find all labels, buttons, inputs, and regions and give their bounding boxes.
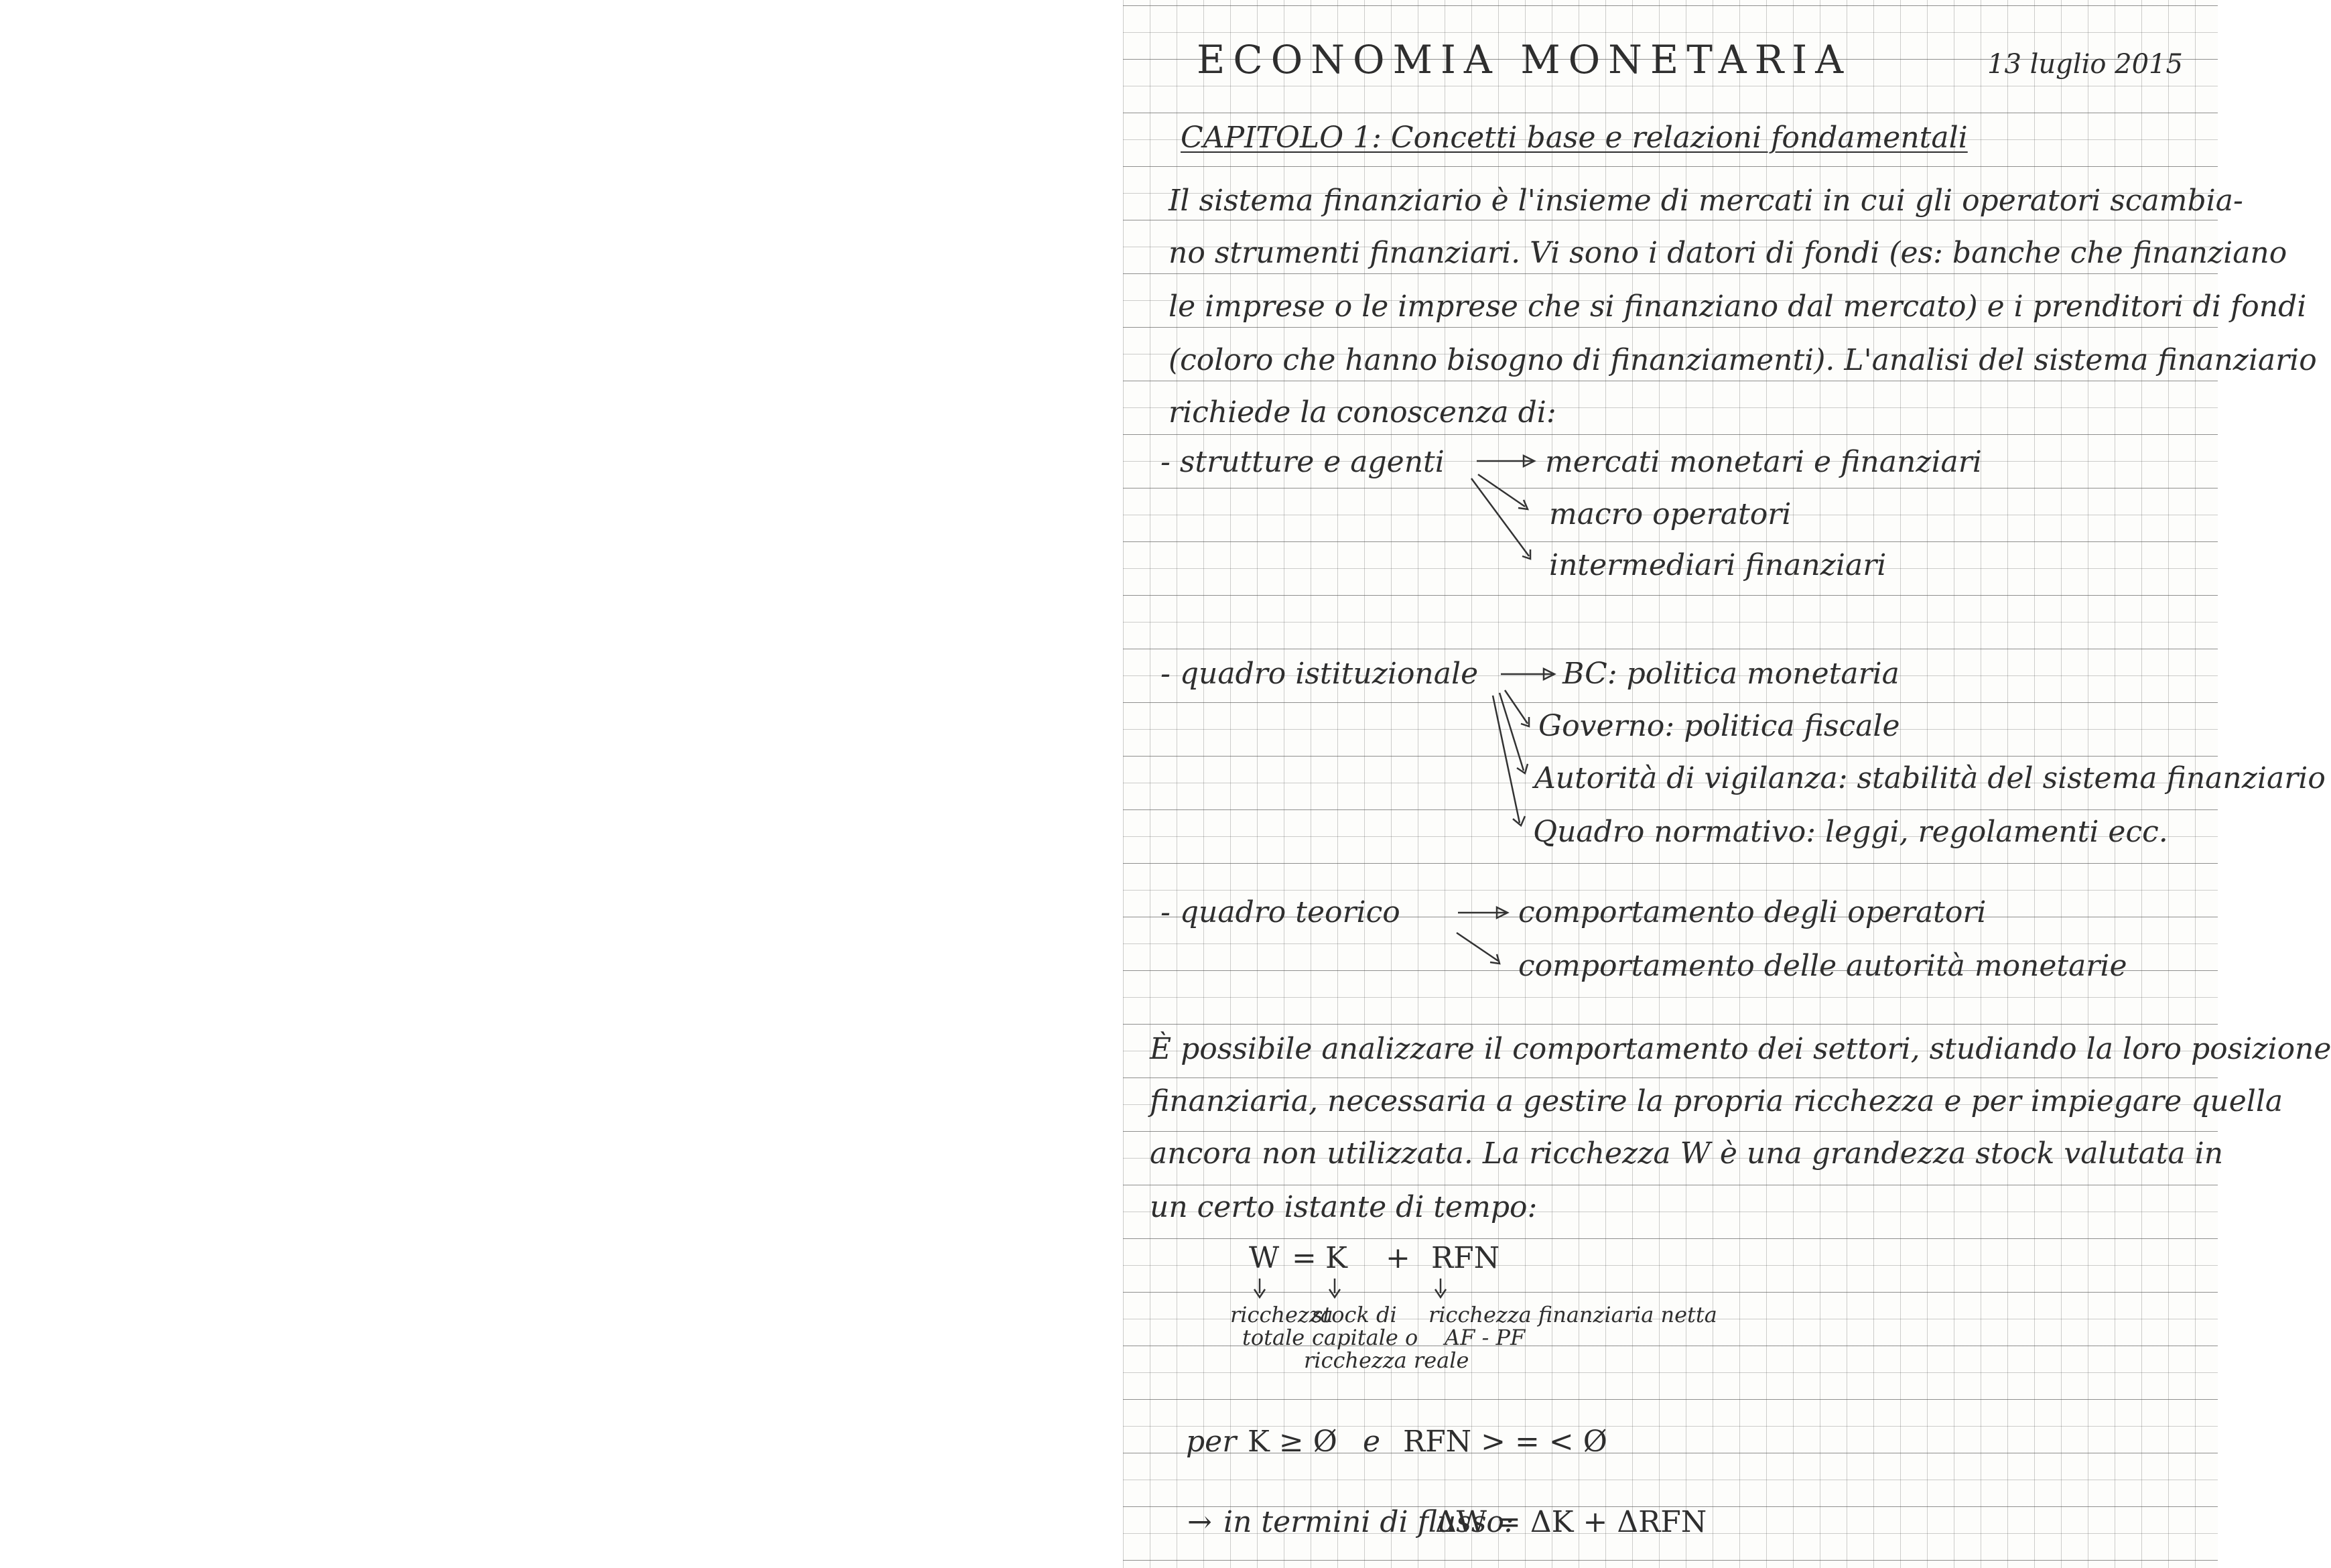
list3-head: - quadro teorico (1160, 895, 1400, 929)
para2-line3: ancora non utilizzata. La ricchezza W è una grandezza stock valutata in (1150, 1136, 2224, 1171)
para2-line1: È possibile analizzare il comportamento dei settori, studiando la loro posizione (1150, 1032, 2331, 1066)
list1-head: - strutture e agenti (1160, 445, 1445, 479)
para1-line4: (coloro che hanno bisogno di finanziamenti). L'analisi del sistema finanziario (1169, 343, 2317, 377)
list2-item: Governo: politica fiscale (1538, 709, 1900, 743)
condition-e: e (1363, 1425, 1381, 1459)
label-k: stock di (1312, 1302, 1397, 1327)
list2-item: Autorità di vigilanza: stabilità del sistema finanziario (1534, 761, 2326, 795)
chapter-heading: CAPITOLO 1: Concetti base e relazioni fondamentali (1181, 121, 1968, 155)
equation-rfn: RFN (1431, 1241, 1500, 1275)
list3-item: comportamento delle autorità monetarie (1518, 949, 2127, 983)
para2-line2: finanziaria, necessaria a gestire la propria ricchezza e per impiegare quella (1150, 1084, 2283, 1118)
flow-text: in termini di flusso: (1223, 1505, 1514, 1539)
condition-per: per (1186, 1425, 1237, 1459)
equation-equals: = (1292, 1241, 1317, 1275)
flow-equation: ΔW = ΔK + ΔRFN (1435, 1505, 1707, 1539)
list2-item: BC: politica monetaria (1562, 657, 1900, 691)
label-rfn: ricchezza finanziaria netta (1428, 1302, 1717, 1327)
para1-line2: no strumenti finanziari. Vi sono i datori di fondi (es: banche che finanziano (1169, 236, 2287, 270)
list1-item: mercati monetari e finanziari (1545, 445, 1982, 479)
notebook-page (1123, 0, 2331, 1568)
list1-item: intermediari finanziari (1549, 548, 1887, 582)
label-w: totale (1242, 1325, 1305, 1350)
page-title: ECONOMIA MONETARIA (1197, 37, 1852, 82)
list2-item: Quadro normativo: leggi, regolamenti ecc. (1533, 815, 2168, 849)
label-k: ricchezza reale (1304, 1348, 1469, 1373)
flow-arrow-icon: → (1187, 1505, 1212, 1539)
para1-line5: richiede la conoscenza di: (1169, 395, 1556, 430)
list3-item: comportamento degli operatori (1518, 895, 1987, 929)
label-k: capitale o (1312, 1325, 1418, 1350)
label-w: ricchezza (1230, 1302, 1333, 1327)
para1-line3: le imprese o le imprese che si finanziano dal mercato) e i prenditori di fondi (1169, 289, 2307, 324)
equation-plus: + (1386, 1241, 1410, 1275)
list2-head: - quadro istituzionale (1160, 657, 1479, 691)
equation-w: W (1249, 1241, 1280, 1275)
para1-line1: Il sistema finanziario è l'insieme di mercati in cui gli operatori scambia- (1169, 184, 2243, 218)
blank-left-page (0, 0, 1123, 1568)
condition-k: K ≥ Ø (1248, 1425, 1337, 1459)
page-date: 13 luglio 2015 (1987, 49, 2183, 80)
equation-k: K (1325, 1241, 1347, 1275)
label-rfn: AF - PF (1445, 1325, 1526, 1350)
list1-item: macro operatori (1549, 497, 1792, 531)
para2-line4: un certo istante di tempo: (1150, 1190, 1538, 1224)
condition-rfn: RFN > = < Ø (1403, 1425, 1607, 1459)
